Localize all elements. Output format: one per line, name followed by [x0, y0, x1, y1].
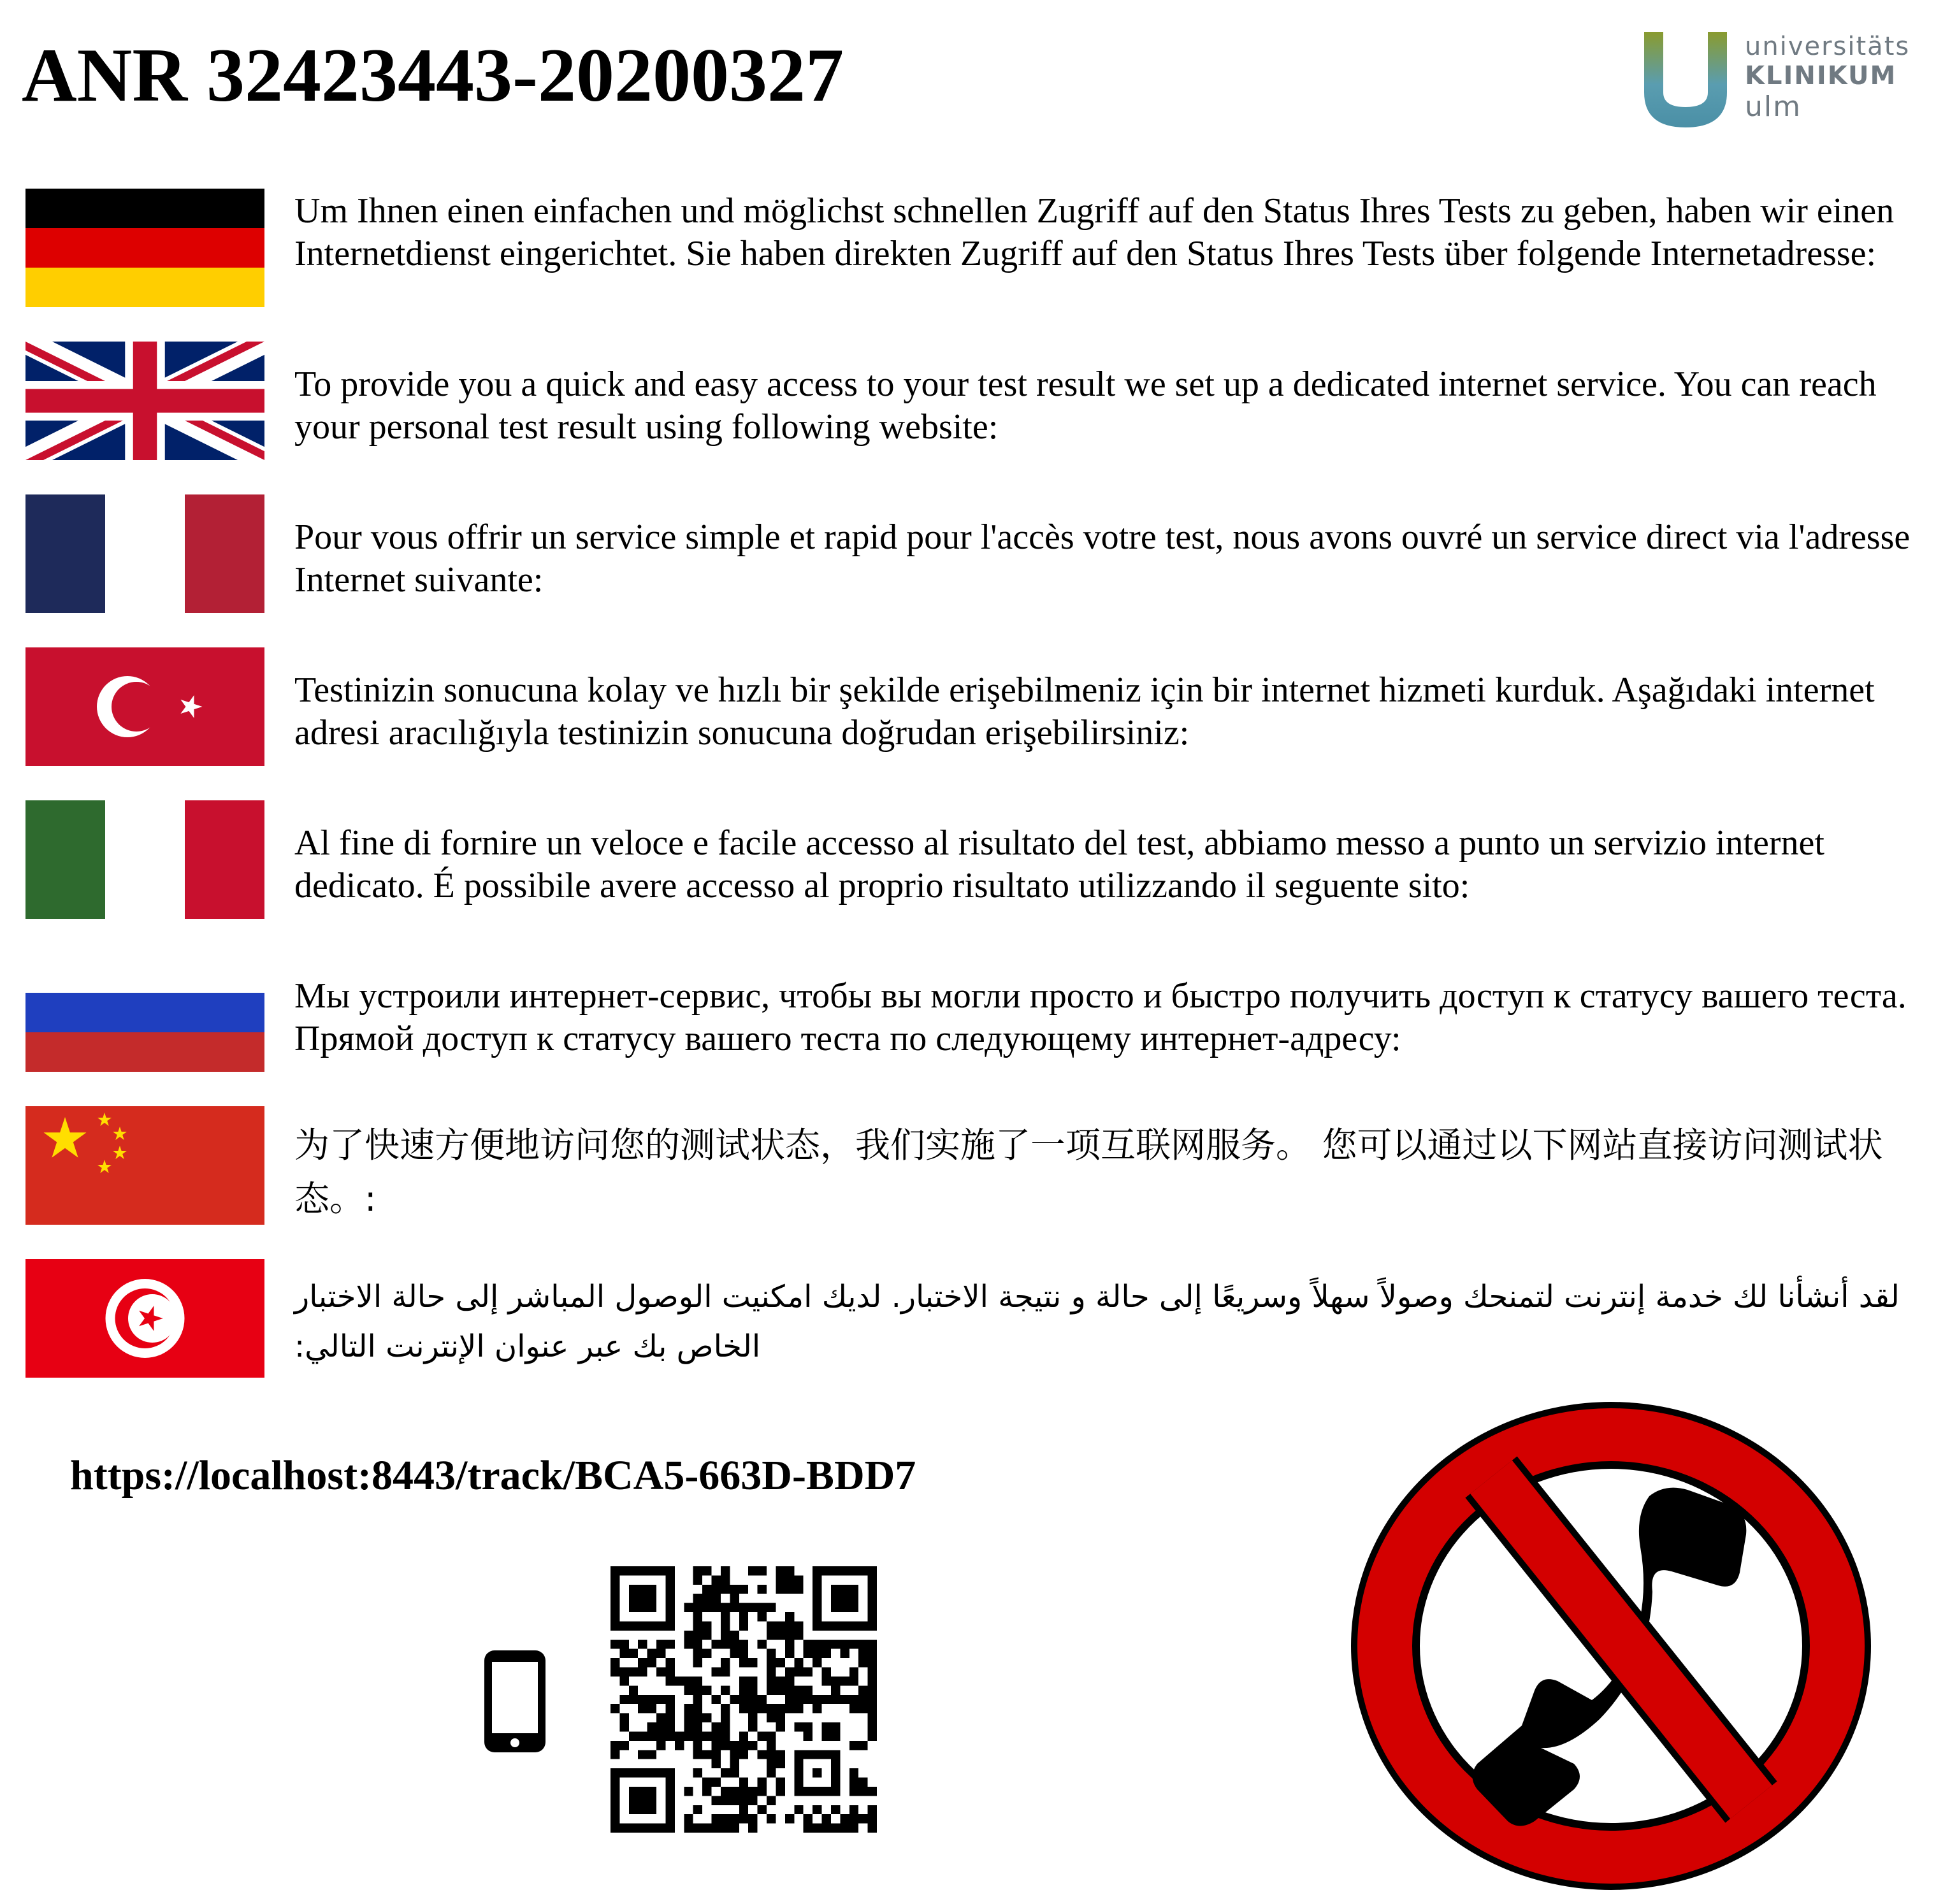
paragraph-italian: Al fine di fornire un veloce e facile accesso al risultato del test, abbiamo messo a punto un servizio internet dedicato. É possibile avere accesso al proprio risultato utilizzando il seguente sito: [294, 823, 1824, 905]
logo-u-mark [1644, 32, 1727, 127]
russia-flag [25, 953, 264, 1072]
uk-flag [25, 342, 264, 460]
university-hospital-logo [1644, 32, 1925, 127]
paragraph-english: To provide you a quick and easy access to your test result we set up a dedicated internet service. You can reach your personal test result using following website: [294, 364, 1877, 447]
paragraph-turkish: Testinizin sonucuna kolay ve hızlı bir şekilde erişebilmeniz için bir internet hizmeti kurduk. Aşağıdaki internet adresi aracılığıyla testinizin sonucuna doğrudan erişebilirsiniz: [294, 670, 1875, 753]
paragraph-arabic: لقد أنشأنا لك خدمة إنترنت لتمنحك وصولاً سهلاً وسريعًا إلى حالة و نتيجة الاختبار. لديك امكنيت الوصول المباشر إلى حالة الاختبار الخاص بك عبر عنوان الإنترنت التالي: [294, 1279, 1900, 1364]
turkey-flag [25, 647, 264, 766]
italy-flag [25, 800, 264, 919]
qr-code[interactable] [610, 1566, 877, 1833]
tunisia-flag [25, 1259, 264, 1378]
tracking-url[interactable]: https://localhost:8443/track/BCA5-663D-BDD7 [70, 1452, 916, 1499]
smartphone-icon [484, 1650, 545, 1752]
paragraph-german: Um Ihnen einen einfachen und möglichst schnellen Zugriff auf den Status Ihres Tests zu geben, haben wir einen Internetdienst eingerichtet. Sie haben direkten Zugriff auf den Status Ihres Tests über folgende Internetadresse: [294, 191, 1895, 273]
no-phone-calls-icon [1350, 1401, 1872, 1891]
germany-flag [25, 189, 264, 307]
france-flag [25, 494, 264, 613]
logo-text-klinikum: KLINIKUM [1745, 61, 1897, 90]
paragraph-russian: Мы устроили интернет-сервис, чтобы вы могли просто и быстро получить доступ к статусу вашего теста. Прямой доступ к статусу вашего теста по следующему интернет-адресу: [294, 976, 1907, 1058]
logo-text-ulm: ulm [1745, 90, 1802, 123]
page-title: ANR 32423443-20200327 [22, 32, 844, 117]
china-flag [25, 1106, 264, 1225]
logo-text-universitaets: universitäts [1745, 32, 1911, 61]
paragraph-chinese: 为了快速方便地访问您的测试状态，我们实施了一项互联网服务。 您可以通过以下网站直接访问测试状态。: [294, 1125, 1883, 1219]
paragraph-french: Pour vous offrir un service simple et rapid pour l'accès votre test, nous avons ouvré un service direct via l'adresse Internet suivante: [294, 517, 1911, 600]
